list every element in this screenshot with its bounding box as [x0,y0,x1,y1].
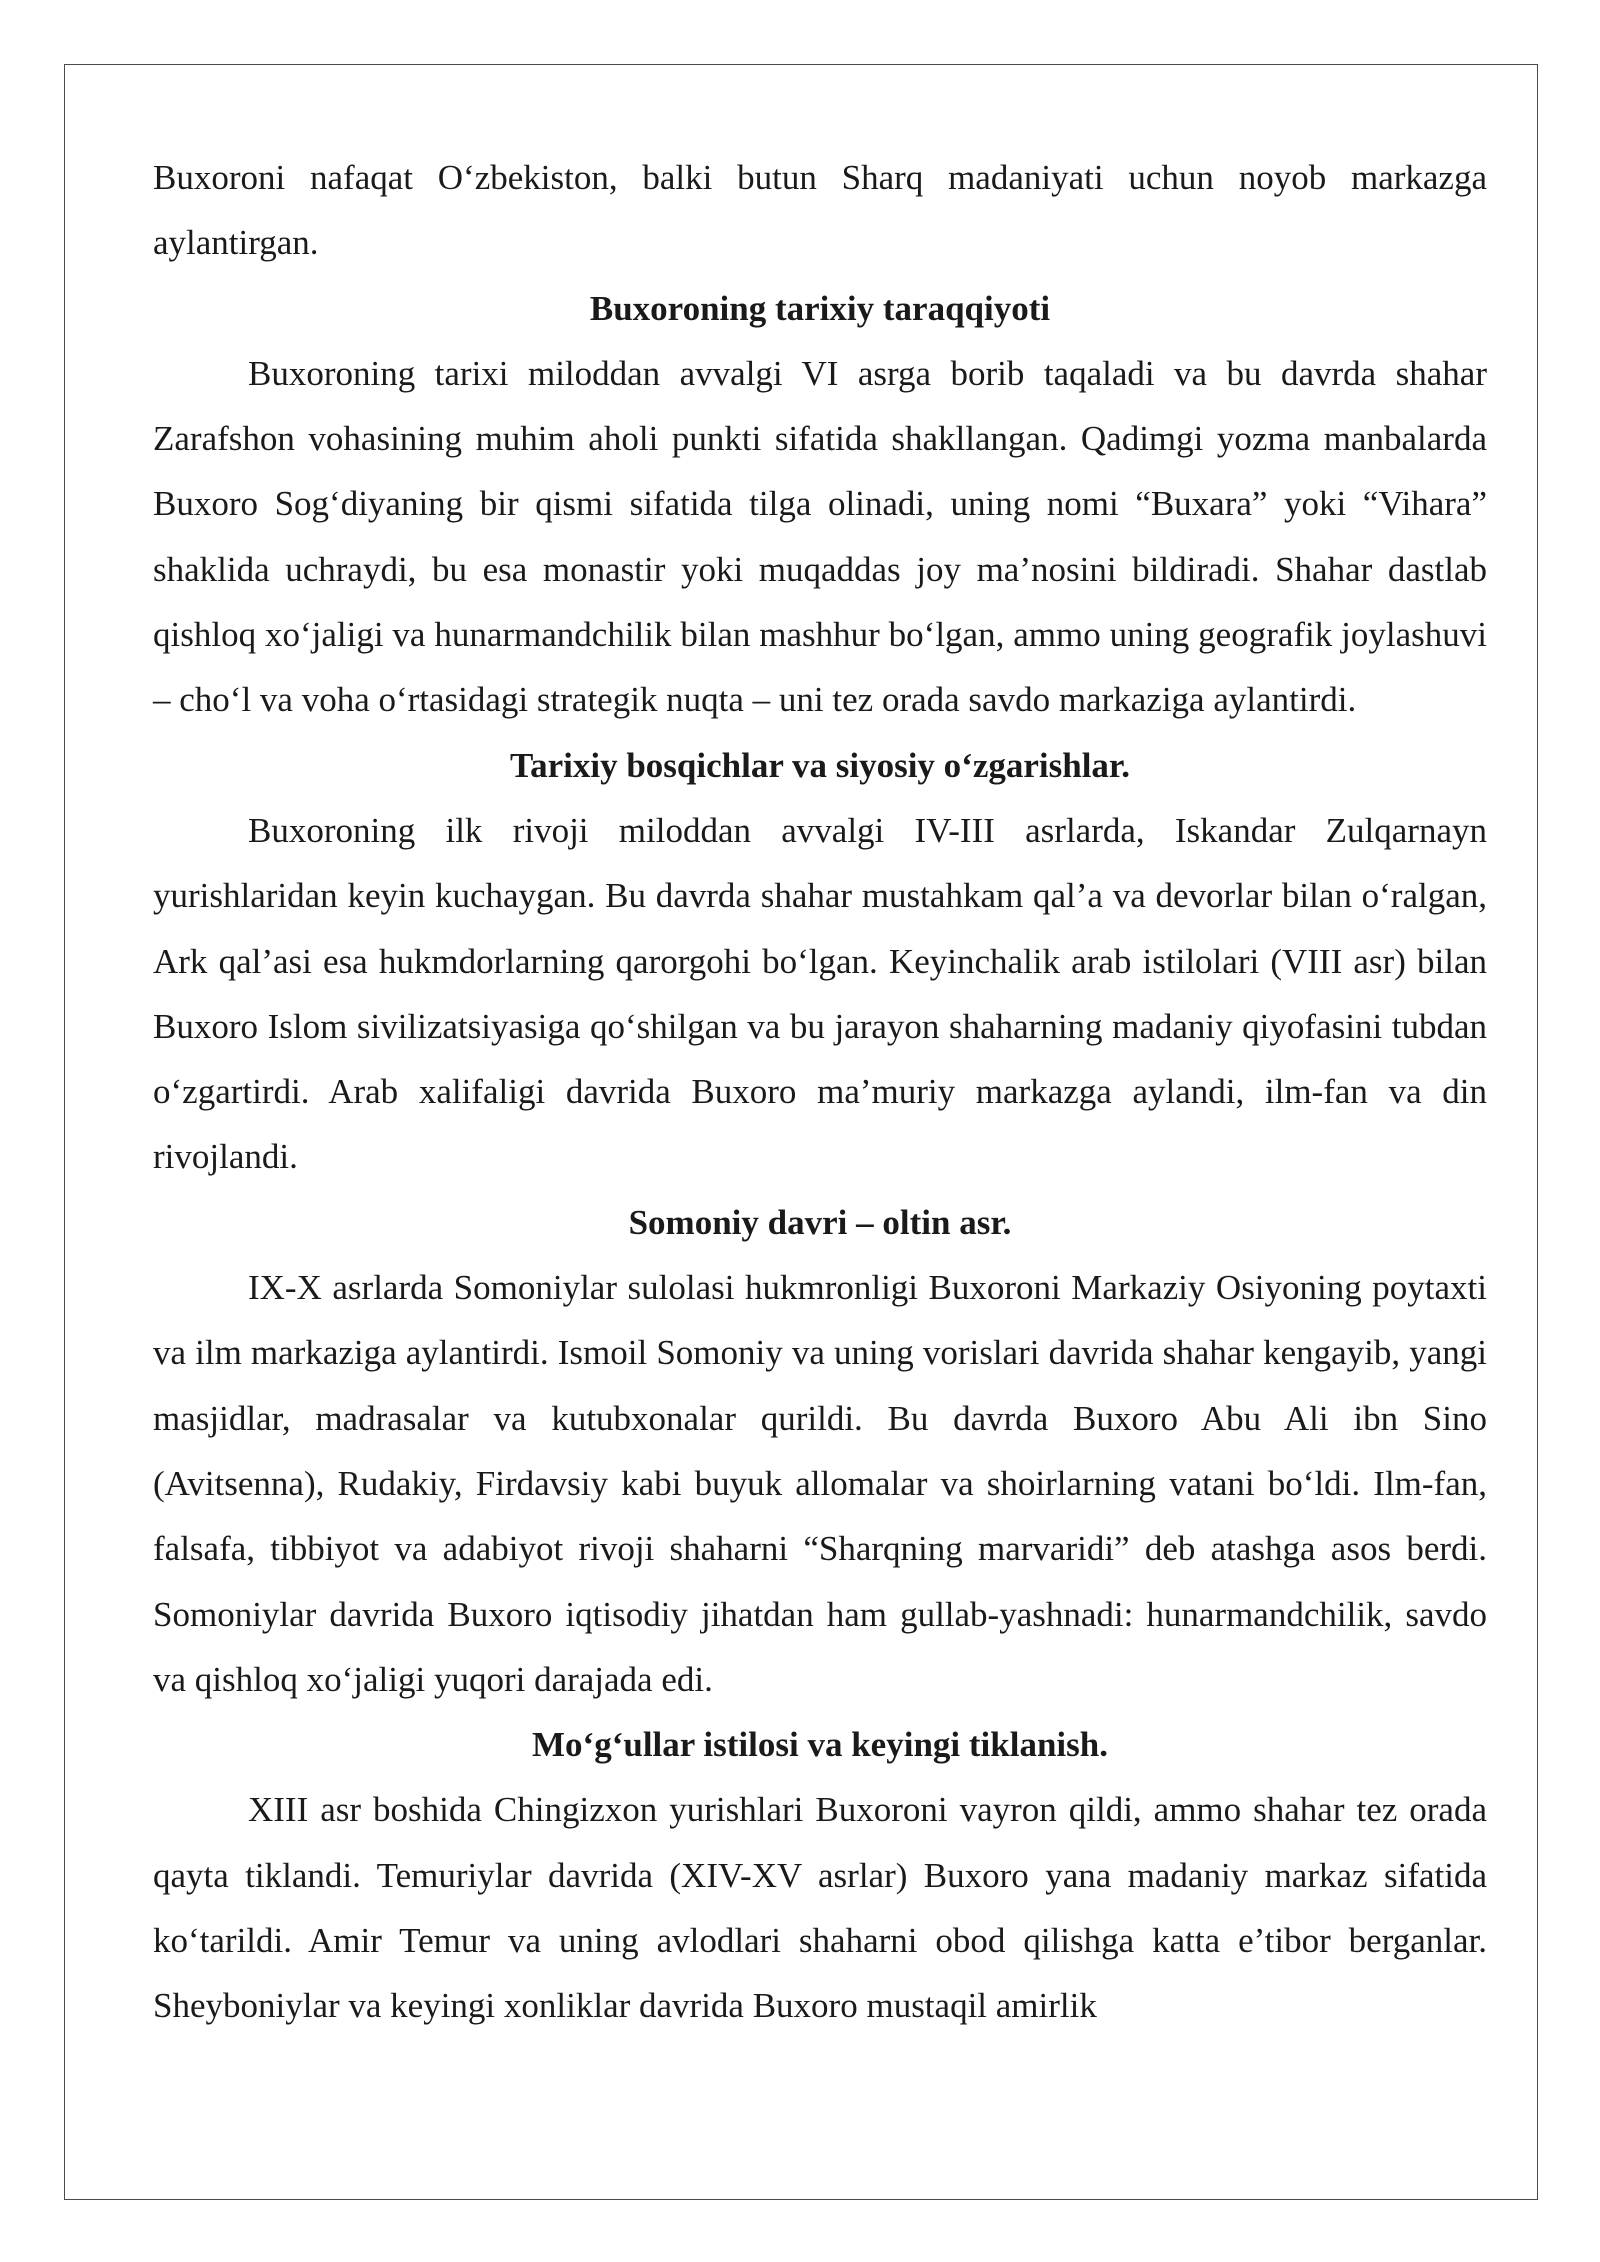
section-heading-mongol-invasion: Mo‘g‘ullar istilosi va keyingi tiklanish. [532,1725,1108,1765]
section-paragraph-mongol-invasion: XIII asr boshida Chingizxon yurishlari Buxoroni vayron qildi, ammo shahar tez orada qayta tiklandi. Temuriylar davrida (XIV-XV asrlar) Buxoro yana madaniy markaz sifatida ko‘tarildi. Amir Temur va uning avlodlari shaharni obod qilishga katta e’tibor berganlar. Sheyboniylar va keyingi xonliklar davrida Buxoro mustaqil amirlik [153,1790,1487,2026]
document-body [153,145,1487,2039]
section-paragraph-political-changes: Buxoroning ilk rivoji miloddan avvalgi IV-III asrlarda, Iskandar Zulqarnayn yurishlaridan keyin kuchaygan. Bu davrda shahar mustahkam qal’a va devorlar bilan o‘ralgan, Ark qal’asi esa hukmdorlarning qarorgohi bo‘lgan. Keyinchalik arab istilolari (VIII asr) bilan Buxoro Islom sivilizatsiyasiga qo‘shilgan va bu jarayon shaharning madaniy qiyofasini tubdan o‘zgartirdi. Arab xalifaligi davrida Buxoro ma’muriy markazga aylandi, ilm-fan va din rivojlandi. [153,810,1487,1177]
section-heading-political-changes: Tarixiy bosqichlar va siyosiy o‘zgarishlar. [509,745,1131,785]
section-heading-samanid-era: Somoniy davri – oltin asr. [628,1202,1012,1242]
section-paragraph-historical-development: Buxoroning tarixi miloddan avvalgi VI asrga borib taqaladi va bu davrda shahar Zarafshon vohasining muhim aholi punkti sifatida shakllangan. Qadimgi yozma manbalarda Buxoro Sog‘diyaning bir qismi sifatida tilga olinadi, uning nomi “Buxara” yoki “Vihara” shaklida uchraydi, bu esa monastir yoki muqaddas joy ma’nosini bildiradi. Shahar dastlab qishloq xo‘jaligi va hunarmandchilik bilan mashhur bo‘lgan, ammo uning geografik joylashuvi – cho‘l va voha o‘rtasidagi strategik nuqta – uni tez orada savdo markaziga aylantirdi. [153,353,1487,720]
intro-paragraph: Buxoroni nafaqat O‘zbekiston, balki butun Sharq madaniyati uchun noyob markazga aylantirgan. [153,158,1487,263]
section-paragraph-samanid-era: IX-X asrlarda Somoniylar sulolasi hukmronligi Buxoroni Markaziy Osiyoning poytaxti va ilm markaziga aylantirdi. Ismoil Somoniy va uning vorislari davrida shahar kengayib, yangi masjidlar, madrasalar va kutubxonalar qurildi. Bu davrda Buxoro Abu Ali ibn Sino (Avitsenna), Rudakiy, Firdavsiy kabi buyuk allomalar va shoirlarning vatani bo‘ldi. Ilm-fan, falsafa, tibbiyot va adabiyot rivoji shaharni “Sharqning marvaridi” deb atashga asos berdi. Somoniylar davrida Buxoro iqtisodiy jihatdan ham gullab-yashnadi: hunarmandchilik, savdo va qishloq xo‘jaligi yuqori darajada edi. [153,1268,1487,1699]
section-heading-historical-development: Buxoroning tarixiy taraqqiyoti [589,288,1051,328]
